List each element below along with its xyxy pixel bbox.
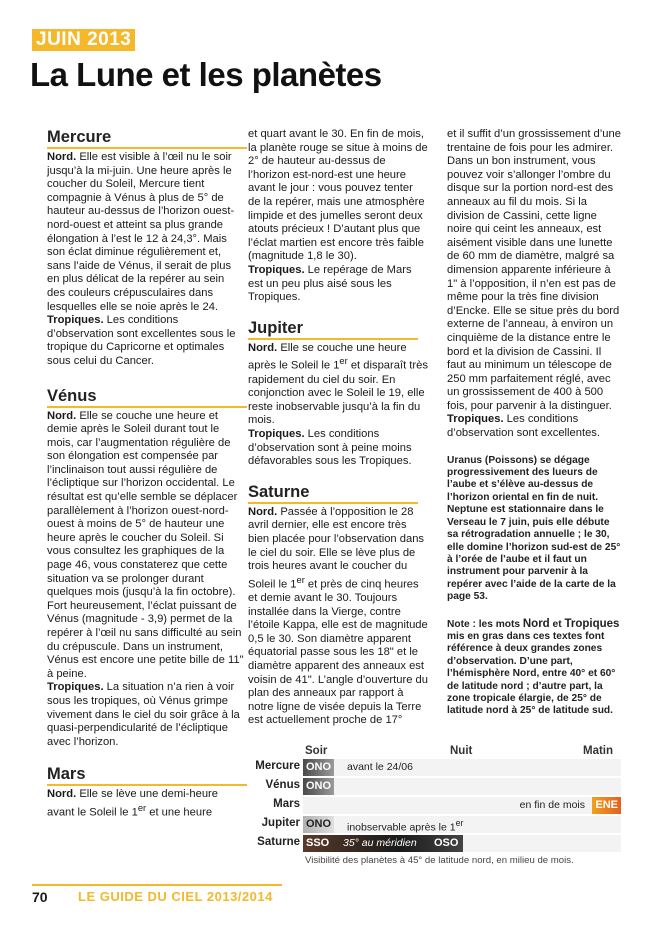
visibility-row-saturne — [245, 835, 621, 852]
direction-badge: SSO — [306, 837, 330, 849]
visibility-table — [245, 745, 621, 854]
bar-note — [347, 818, 463, 834]
visibility-header — [245, 745, 621, 759]
mars-heading: Mars — [47, 765, 247, 786]
bar-note: avant le 24/06 — [347, 761, 413, 773]
page-number: 70 — [32, 889, 48, 905]
visibility-row-jupiter — [245, 816, 621, 833]
tropiques-label: Tropiques. — [47, 314, 104, 327]
planet-name: Mars — [273, 798, 300, 810]
col-nuit: Nuit — [450, 745, 473, 757]
saturne-nord-text: Passée à l’opposition le 28 avril dernier, elle est encore très bien placée pour l’observation dans le ciel du soir. Elle se lève plus de trois heures avant le coucher du Soleil le 1 — [248, 505, 425, 591]
footer-rule — [32, 884, 282, 886]
superscript: er — [296, 574, 305, 585]
venus-nord — [47, 410, 245, 682]
nord-label: Nord. — [47, 151, 77, 163]
saturne-tropiques — [447, 413, 622, 440]
mars-nord-text-end: et une heure — [146, 806, 213, 819]
visibility-row-venus — [245, 778, 621, 795]
mercure-heading: Mercure — [47, 128, 247, 149]
direction-badge: ONO — [303, 816, 334, 833]
tropiques-label: Tropiques. — [248, 428, 305, 441]
visibility-bar — [303, 778, 621, 795]
superscript: er — [339, 356, 348, 367]
saturne-nord — [248, 506, 428, 728]
superscript: er — [455, 818, 464, 828]
bar-note: en fin de mois — [519, 799, 585, 811]
jupiter-tropiques-text: Les conditions d’observation sont à peine moins défavorables sous les Tropiques. — [248, 428, 412, 468]
nord-label: Nord. — [47, 788, 77, 801]
venus-nord-text: Elle se couche une heure et demie après le Soleil durant tout le mois, car l’augmentation régulière de son élongation est compensée par l’inclinaison tout aussi régulière de l’écliptique sur l’horizon occidental. Le résultat est qu’elle semble se déplacer parallèlement à l’horizon ouest-nord-ouest à moins de 5° de hauteur une heure après le coucher du Soleil. Si vous consultez les graphiques de la page 46, vous constaterez que cette situation va se prolonger durant quelques mois (jusqu’à la fin octobre). Fort heureusement, l’éclat puissant de Vénus (magnitude - 3,9) permet de la repérer à l’œil nu sans difficulté au sein du crépuscule. Dans un instrument, Vénus est encore une petite bille de 11" à peine. — [47, 409, 244, 680]
direction-badge: ONO — [303, 778, 334, 795]
column-2 — [248, 128, 428, 728]
guide-title: LE GUIDE DU CIEL 2013/2014 — [78, 889, 273, 904]
bar-note-text: inobservable après le 1 — [347, 821, 456, 834]
mercure-tropiques — [47, 314, 245, 368]
nord-label: Nord. — [248, 341, 278, 354]
note-tropiques: Tropiques — [564, 617, 620, 630]
visibility-bar — [303, 816, 621, 833]
jupiter-nord-text: Elle se couche une heure après le Soleil le 1 — [248, 341, 407, 373]
note-et: et — [549, 618, 565, 630]
visibility-row-mercure — [245, 759, 621, 776]
saturne-continued: et il suffit d’un grossissement d’une trentaine de fois pour les admirer. Dans un bon instrument, vous pouvez voir s’allonger l’ombre du disque sur la portion nord-est des anneaux au fil du mois. Si la division de Cassini, cette ligne noire qui ceint les anneaux, est aisément visible dans une lunette de 60 mm de diamètre, malgré sa dimension apparente inférieure à 1" à l’opposition, il n’en est pas de même pour la très fine division d’Encke. Elle se situe près du bord externe de l’anneau, à environ un cinquième de la distance entre le bord et la division de Cassini. Il faut au minimum un télescope de 250 mm parfaitement réglé, avec un grossissement de 400 à 500 fois, pour parvenir à la distinguer. — [447, 128, 621, 412]
direction-badge-2: OSO — [434, 837, 459, 849]
tropiques-label: Tropiques. — [47, 681, 104, 694]
nord-label: Nord. — [248, 505, 278, 518]
planet-name: Jupiter — [261, 817, 300, 829]
mercure-tropiques-text: Les conditions d’observation sont excellentes sous le tropique du Capricorne et optimales sous celui du Cancer. — [47, 314, 236, 367]
venus-tropiques-text: La situation n’a rien à voir sous les tropiques, où Vénus grimpe vivement dans le ciel du soir grâce à la quasi-perpendicularité de l’écliptique avec l’horizon. — [47, 681, 240, 748]
uranus-note: Uranus (Poissons) se dégage progressivement des lueurs de l’aube et s’élève au-dessus de l’horizon oriental en fin de nuit. Neptune est stationnaire dans le Verseau le 7 juin, puis elle débute sa rétrogradation annuelle ; le 30, elle domine l’horizon sud-est de 25° à l’orée de l’aube et il faut un instrument pour parvenir à la repérer avec l’aide de la carte de la page 53. — [447, 454, 621, 603]
direction-badge: ENE — [592, 797, 621, 814]
visibility-bar — [303, 797, 621, 814]
month-tag: JUIN 2013 — [32, 29, 135, 51]
planet-name: Saturne — [257, 836, 300, 848]
mars-nord — [47, 788, 245, 820]
saturne-heading: Saturne — [248, 483, 418, 504]
visibility-bar — [303, 835, 621, 852]
col-matin: Matin — [583, 745, 614, 757]
visibility-bar — [303, 759, 621, 776]
note-text-b: mis en gras dans ces textes font référence à deux grandes zones d’observation. D’une part, l’hémisphère Nord, entre 40° et 60° de latitude nord ; d’autre part, la zone tropicale élargie, de 25° de latitude nord à 25° de latitude sud. — [447, 630, 616, 717]
mars-tropiques-text: Le repérage de Mars est un peu plus aisé sous les Tropiques. — [248, 263, 412, 304]
tropiques-label: Tropiques. — [248, 263, 305, 276]
jupiter-nord — [248, 342, 428, 428]
note-nord: Nord — [522, 617, 550, 630]
mars-continued: et quart avant le 30. En fin de mois, la planète rouge se situe à moins de 2° de hauteur au-dessus de l’horizon est-nord-est une heure avant le jour : vous pouvez tenter de la repérer, mais une atmosphère limpide et des jumelles seront deux atouts précieux ! D’autant plus que l’éclat martien est encore très faible (magnitude 1,8 le 30). — [248, 128, 428, 263]
zones-note — [447, 618, 622, 718]
direction-badge: ONO — [303, 759, 334, 776]
mars-tropiques — [248, 264, 428, 305]
jupiter-heading: Jupiter — [248, 319, 418, 340]
mercure-nord — [47, 151, 245, 314]
column-1 — [47, 128, 245, 820]
nord-label: Nord. — [47, 409, 77, 422]
planet-name: Mercure — [255, 760, 300, 772]
tropiques-label: Tropiques. — [447, 413, 504, 426]
saturne-nord-text-end: et près de cinq heures et demie avant le 30. Toujours installée dans la Vierge, contre l’étoile Kappa, elle est de magnitude 0,5 le 30. Son diamètre apparent équatorial passe sous les 18" et le diamètre apparent des anneaux est voisin de 41". L’angle d’ouverture du plan des anneaux par rapport à notre ligne de visée depuis la Terre est actuellement proche de 17° — [248, 578, 428, 727]
column-3 — [447, 128, 622, 718]
mars-nord-text: Elle se lève une demi-heure avant le Soleil le 1 — [47, 788, 219, 819]
venus-tropiques — [47, 681, 245, 749]
saturne-tropiques-text: Les conditions d’observation sont excellentes. — [447, 413, 600, 440]
superscript: er — [137, 802, 147, 813]
venus-heading: Vénus — [47, 387, 247, 408]
mercure-nord-text: Elle est visible à l’œil nu le soir jusqu’à la mi-juin. Une heure après le coucher du Soleil, Mercure tient compagnie à Vénus à plus de 5° de hauteur au-dessus de l’horizon ouest-nord-ouest et atteint sa plus grande élongation à l’est le 12 à 24,3°. Mais son éclat diminue régulièrement et, sans l’aide de Vénus, il serait de plus en plus délicat de la repérer au sein des couleurs crépusculaires dans lesquelles elle se noie après le 24. — [47, 151, 235, 313]
jupiter-nord-text-end: et disparaît très rapidement du ciel du soir. En conjonction avec le Soleil le 19, elle reste inobservable jusqu’à la fin du mois. — [248, 360, 428, 427]
visibility-row-mars — [245, 797, 621, 814]
planet-name: Vénus — [265, 779, 300, 791]
page-title: La Lune et les planètes — [30, 56, 382, 93]
bar-note: 35° au méridien — [343, 837, 417, 849]
note-text-a: les mots — [478, 618, 523, 630]
col-soir: Soir — [305, 745, 328, 757]
visibility-caption: Visibilité des planètes à 45° de latitude nord, en milieu de mois. — [305, 855, 574, 866]
note-label: Note : — [447, 618, 479, 630]
jupiter-tropiques — [248, 428, 428, 469]
